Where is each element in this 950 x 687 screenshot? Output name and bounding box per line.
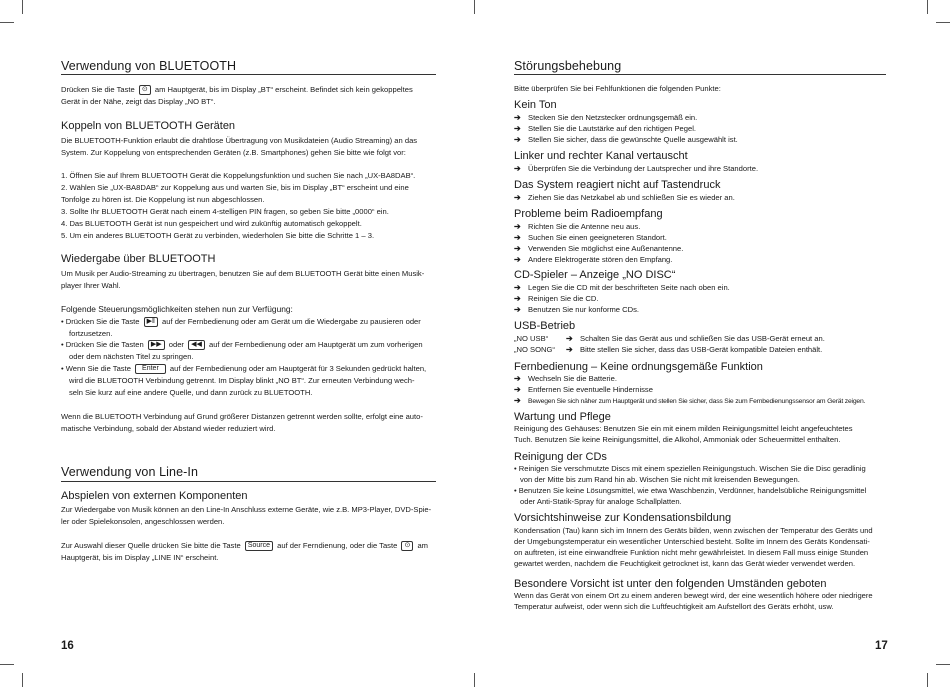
- cd-line-4: oder Anti-Statik-Spray für analoge Schallplatten.: [520, 497, 682, 506]
- trouble-intro: Bitte überprüfen Sie bei Fehlfunktionen die folgenden Punkte:: [514, 84, 721, 93]
- src-1b: auf der Ferndienung, oder die Taste: [277, 541, 398, 550]
- arrow-icon: ➔: [514, 193, 521, 202]
- list-item: ➔ Ziehen Sie das Netzkabel ab und schließen Sie es wieder an.: [514, 193, 735, 202]
- ctrl-1a: • Drücken Sie die Taste: [61, 317, 140, 326]
- cond-line: gewartet werden, nachdem die Feuchtigkeit getrocknet ist, kann das Gerät wieder verwendet werden.: [514, 559, 856, 568]
- cond-line: on auftreten, ist eine einwandfreie Funktion nicht mehr gewährleistet. In diesem Fall muss einige Stunden: [514, 548, 869, 557]
- control-enter-line: [61, 363, 426, 375]
- subheading-pairing: Koppeln von BLUETOOTH Geräten: [61, 120, 236, 132]
- arrow-icon: ➔: [514, 233, 521, 242]
- enter-key: Enter: [135, 364, 166, 374]
- arrow-icon: ➔: [514, 283, 521, 292]
- bt-intro-line-2: Gerät in der Nähe, zeigt das Display „NO BT“.: [61, 97, 216, 106]
- next-track-icon: ▶▶: [148, 340, 165, 350]
- list-item: ➔ Legen Sie die CD mit der beschrifteten Seite nach oben ein.: [514, 283, 730, 292]
- src-1c: am: [417, 541, 428, 550]
- title-rule: [61, 74, 436, 75]
- usb-code: „NO SONG“: [514, 345, 555, 354]
- play-line-2: player Ihrer Wahl.: [61, 281, 121, 290]
- control-skip-line: [61, 339, 423, 351]
- auto-line-2: matische Verbindung, sobald der Abstand wieder reduziert wird.: [61, 424, 276, 433]
- arrow-icon: ➔: [514, 294, 521, 303]
- play-line-1: Um Musik per Audio-Streaming zu übertragen, benutzen Sie auf dem BLUETOOTH Gerät bitte einen Musik-: [61, 269, 425, 278]
- section-title-troubleshooting: Störungsbehebung: [514, 59, 622, 73]
- list-item: ➔ Andere Elektrogeräte stören den Empfang.: [514, 255, 673, 264]
- usb-row: [514, 344, 822, 356]
- cd-line-2: von der Mitte bis zum Rand hin ab. Wischen Sie nicht mit kreisenden Bewegungen.: [520, 475, 800, 484]
- src-1a: Zur Auswahl dieser Quelle drücken Sie bitte die Taste: [61, 541, 241, 550]
- arrow-icon: ➔: [514, 135, 521, 144]
- arrow-icon: ➔: [514, 244, 521, 253]
- heading-cd-cleaning: Reinigung der CDs: [514, 451, 607, 463]
- title-rule: [514, 74, 886, 75]
- heading-no-sound: Kein Ton: [514, 99, 557, 111]
- pair-line-2: System. Zur Koppelung von entsprechenden Geräten (z.B. Smartphones) gehen Sie bitte wie folgt vor:: [61, 148, 406, 157]
- pair-line-1: Die BLUETOOTH-Funktion erlaubt die drahtlose Übertragung von Musikdateien (Audio Streaming) an das: [61, 136, 418, 145]
- control-enter-cont-2: seln Sie kurz auf eine andere Quelle, und dann zurück zu BLUETOOTH.: [69, 388, 313, 397]
- heading-cd-player: CD-Spieler – Anzeige „NO DISC“: [514, 269, 676, 281]
- care-line-2: Tuch. Benutzen Sie keine Reinigungsmittel, die Alkohol, Ammoniak oder Scheuermittel enthalten.: [514, 435, 841, 444]
- arrow-icon: ➔: [514, 255, 521, 264]
- cd-line-3: • Benutzen Sie keine Lösungsmittel, wie etwa Waschbenzin, Verdünner, handelsübliche Reinigungsmittel: [514, 486, 867, 495]
- source-line-1: [61, 540, 428, 552]
- arrow-icon: ➔: [514, 222, 521, 231]
- step-line: Tonfolge zu hören ist. Die Koppelung ist nun abgeschlossen.: [61, 195, 265, 204]
- arrow-icon: ➔: [566, 345, 573, 354]
- page-number-right: 17: [875, 640, 888, 652]
- power-key-icon: ⊙: [401, 541, 413, 551]
- ctrl-1b: auf der Fernbedienung oder am Gerät um die Wiedergabe zu pausieren oder: [162, 317, 421, 326]
- page-number-left: 16: [61, 640, 74, 652]
- cd-line-1: • Reinigen Sie verschmutzte Discs mit einem speziellen Reinigungstuch. Wischen Sie die Disc geradlinig: [514, 464, 866, 473]
- bt-intro-1b: am Hauptgerät, bis im Display „BT“ erscheint. Befindet sich kein gekoppeltes: [154, 85, 413, 94]
- step-line: 2. Wählen Sie „UX-BA8DAB“ zur Koppelung aus und warten Sie, bis im Display „BT“ erscheint und eine: [61, 183, 409, 192]
- arrow-icon: ➔: [514, 305, 521, 314]
- arrow-icon: ➔: [514, 164, 521, 173]
- heading-condensation: Vorsichtshinweise zur Kondensationsbildung: [514, 512, 732, 524]
- source-key: Source: [245, 541, 273, 551]
- usb-text: Bitte stellen Sie sicher, dass das USB-Gerät kompatible Dateien enthält.: [580, 345, 823, 354]
- list-item: ➔ Benutzen Sie nur konforme CDs.: [514, 305, 640, 314]
- usb-text: Schalten Sie das Gerät aus und schließen Sie das USB-Gerät erneut an.: [580, 334, 825, 343]
- subheading-external: Abspielen von externen Komponenten: [61, 490, 248, 502]
- heading-remote: Fernbedienung – Keine ordnungsgemäße Funktion: [514, 361, 763, 373]
- control-enter-cont-1: wird die BLUETOOTH Verbindung getrennt. Im Display blinkt „NO BT“. Zur erneuten Verbindung wech-: [69, 376, 415, 385]
- list-item: ➔ Wechseln Sie die Batterie.: [514, 374, 617, 383]
- cond-line: der Umgebungstemperatur ein wesentlicher Unterschied besteht. Sollte im Innern des Geräts Kondensati-: [514, 537, 870, 546]
- bt-intro-1a: Drücken Sie die Taste: [61, 85, 135, 94]
- step-line: 1. Öffnen Sie auf Ihrem BLUETOOTH Gerät die Koppelungsfunktion und suchen Sie nach „UX-BA8DAB“.: [61, 171, 416, 180]
- title-rule: [61, 481, 436, 482]
- ext-line-1: Zur Wiedergabe von Musik können an den Line-In Anschluss externe Geräte, wie z.B. MP3-Player, DVD-Spie-: [61, 505, 432, 514]
- list-item: ➔ Suchen Sie einen geeigneteren Standort.: [514, 233, 667, 242]
- control-pause-cont: fortzusetzen.: [69, 329, 113, 338]
- section-title-line-in: Verwendung von Line-In: [61, 465, 199, 479]
- list-item: ➔ Stellen Sie die Lautstärke auf den richtigen Pegel.: [514, 124, 697, 133]
- subheading-playback: Wiedergabe über BLUETOOTH: [61, 253, 216, 265]
- list-item: ➔ Stecken Sie den Netzstecker ordnungsgemäß ein.: [514, 113, 698, 122]
- section-title-bluetooth: Verwendung von BLUETOOTH: [61, 59, 237, 73]
- ctrl-3a: • Wenn Sie die Taste: [61, 364, 131, 373]
- step-line: 5. Um ein anderes BLUETOOTH Gerät zu verbinden, wiederholen Sie bitte die Schritte 1 – 3.: [61, 231, 375, 240]
- heading-channel-swap: Linker und rechter Kanal vertauscht: [514, 150, 688, 162]
- list-item: ➔ Überprüfen Sie die Verbindung der Lautsprecher und ihre Standorte.: [514, 164, 759, 173]
- arrow-icon: ➔: [514, 385, 521, 394]
- control-skip-cont: oder dem nächsten Titel zu springen.: [69, 352, 194, 361]
- ctrl-2a: • Drücken Sie die Tasten: [61, 340, 144, 349]
- arrow-icon: ➔: [514, 124, 521, 133]
- controls-heading: Folgende Steuerungsmöglichkeiten stehen nun zur Verfügung:: [61, 304, 293, 314]
- prev-track-icon: ◀◀: [188, 340, 205, 350]
- auto-line-1: Wenn die BLUETOOTH Verbindung auf Grund größerer Distanzen getrennt werden sollte, erfolgt eine auto-: [61, 412, 423, 421]
- heading-radio: Probleme beim Radioempfang: [514, 208, 663, 220]
- right-page: [475, 0, 950, 687]
- play-pause-icon: ▶‖: [144, 317, 158, 327]
- bt-intro-line-1: [61, 84, 413, 96]
- cond-line: Kondensation (Tau) kann sich im Innern des Geräts bilden, wenn zwischen der Temperatur des Geräts und: [514, 526, 873, 535]
- care2-line-1: Wenn das Gerät von einem Ort zu einem anderen bewegt wird, der eine wesentlich höhere oder niedrigere: [514, 591, 873, 600]
- care2-line-2: Temperatur aufweist, oder wenn sich die Luftfeuchtigkeit am Aufstellort des Geräts erhöht, usw.: [514, 602, 834, 611]
- ctrl-3b: auf der Fernbedienung oder am Hauptgerät für 3 Sekunden gedrückt halten,: [169, 364, 427, 373]
- usb-code: „NO USB“: [514, 334, 549, 343]
- power-key-icon: ⊙: [139, 85, 151, 95]
- step-line: 3. Sollte Ihr BLUETOOTH Gerät nach einem 4-stelligen PIN fragen, so geben Sie bitte „0000“ ein.: [61, 207, 389, 216]
- step-line: 4. Das BLUETOOTH Gerät ist nun gespeichert und wird zukünftig automatisch gekoppelt.: [61, 219, 362, 228]
- arrow-icon: ➔: [514, 374, 521, 383]
- care-line-1: Reinigung des Gehäuses: Benutzen Sie ein mit einem milden Reinigungsmittel leicht angefeuchtetes: [514, 424, 853, 433]
- heading-care: Wartung und Pflege: [514, 411, 611, 423]
- list-item: ➔ Richten Sie die Antenne neu aus.: [514, 222, 641, 231]
- list-item: ➔ Stellen Sie sicher, dass die gewünschte Quelle ausgewählt ist.: [514, 135, 738, 144]
- ext-line-2: ler oder Spielekonsolen, angeschlossen werden.: [61, 517, 225, 526]
- control-pause-line: [61, 316, 421, 328]
- arrow-icon: ➔: [566, 334, 573, 343]
- heading-special-care: Besondere Vorsicht ist unter den folgenden Umständen geboten: [514, 578, 827, 590]
- ctrl-2b: oder: [168, 340, 184, 349]
- list-item: ➔ Reinigen Sie die CD.: [514, 294, 599, 303]
- ctrl-2c: auf der Fernbedienung oder am Hauptgerät um zum vorherigen: [208, 340, 423, 349]
- source-line-2: Hauptgerät, bis im Display „LINE IN“ erscheint.: [61, 553, 219, 562]
- heading-no-response: Das System reagiert nicht auf Tastendruck: [514, 179, 721, 191]
- list-item: ➔ Verwenden Sie möglichst eine Außenantenne.: [514, 244, 684, 253]
- list-item: ➔ Entfernen Sie eventuelle Hindernisse: [514, 385, 653, 394]
- heading-usb: USB-Betrieb: [514, 320, 576, 332]
- arrow-icon: ➔: [514, 113, 521, 122]
- arrow-icon: ➔: [514, 396, 521, 405]
- list-item: ➔ Bewegen Sie sich näher zum Hauptgerät und stellen Sie sicher, dass Sie zum Fernbedienungssensor am Gerät zeigen.: [514, 396, 866, 405]
